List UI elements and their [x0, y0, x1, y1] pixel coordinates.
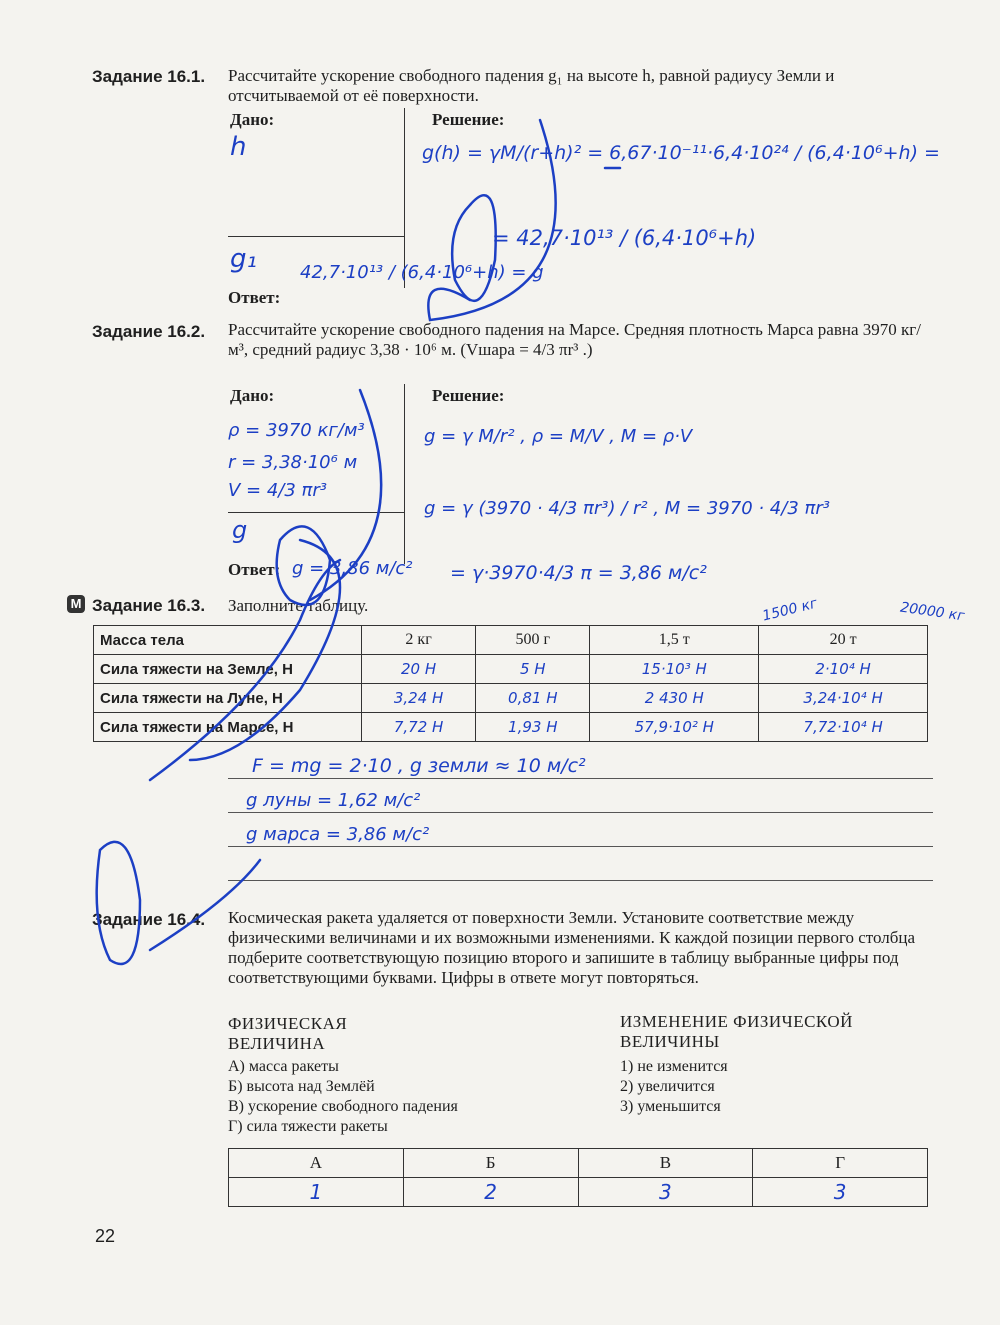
- write-line: [228, 778, 933, 779]
- row-label-mars: Сила тяжести на Марсе, Н: [94, 713, 362, 742]
- table-row: [94, 684, 928, 713]
- task-16-3-hw-note-2: 20000 кг: [899, 599, 966, 625]
- page-number: 22: [95, 1226, 116, 1246]
- answer-cell-a: 1: [309, 1180, 323, 1204]
- table-header-row: [94, 626, 928, 655]
- task-16-1-hw-answer: 42,7·10¹³ / (6,4·10⁶+h) = g: [300, 262, 544, 283]
- task-16-3-label: Задание 16.3.: [92, 596, 206, 615]
- answer-header-b: Б: [403, 1149, 578, 1178]
- task-16-3-hw-note-1: 1500 кг: [760, 595, 819, 625]
- gravity-force-table: [93, 625, 928, 742]
- task-16-3-hw-line-1: F = mg = 2·10 , g земли ≈ 10 м/с²: [252, 755, 586, 777]
- task-16-2-hw-given-3: V = 4/3 πr³: [228, 480, 327, 501]
- task-16-3-hw-line-2: g луны = 1,62 м/с²: [246, 790, 421, 811]
- task-16-2-hw-given-1: ρ = 3970 кг/м³: [228, 420, 365, 441]
- answer-cell-d: 3: [833, 1180, 847, 1204]
- table-header-col-2: 500 г: [476, 626, 590, 655]
- answer-cell-c: 3: [659, 1180, 672, 1204]
- answer-header-d: Г: [753, 1149, 928, 1178]
- task-16-2-hw-answer-2: = γ·3970·4/3 π = 3,86 м/с²: [450, 562, 707, 584]
- cell-answer: 15·10³ Н: [641, 659, 707, 678]
- cell-answer: 3,24 Н: [393, 688, 444, 707]
- task-16-2-answer-label: Ответ:: [228, 560, 281, 579]
- answer-header-c: В: [578, 1149, 753, 1178]
- task-16-4-text: Космическая ракета удаляется от поверхности Земли. Установите соответствие между физическими величинами и их возможными изменениями. К каждой позиции первого столбца подберите соответствующую позицию второго и запишите в таблицу выбранные цифры под соответствующими буквами. Цифры в ответе могут повторяться.: [228, 908, 916, 987]
- table-row: [94, 655, 928, 684]
- answer-cell-b: 2: [484, 1180, 497, 1204]
- task-16-2-hw-answer: g = 3,86 м/с²: [292, 558, 413, 579]
- task-16-1-hw-solution-2: = 42,7·10¹³ / (6,4·10⁶+h): [492, 226, 757, 250]
- write-line: [228, 846, 933, 847]
- task-16-2-label: Задание 16.2.: [92, 322, 206, 341]
- cell-answer: 2·10⁴ Н: [815, 659, 871, 678]
- task-16-2-solution-label: Решение:: [432, 386, 505, 405]
- change-item-2: 2) увеличится: [620, 1078, 715, 1095]
- cell-answer: 7,72 Н: [393, 717, 444, 736]
- cell-answer: 20 Н: [401, 659, 437, 678]
- quantity-item-b: Б) высота над Землёй: [228, 1078, 375, 1095]
- table-row: [94, 713, 928, 742]
- physical-quantity-header: ФИЗИЧЕСКАЯ ВЕЛИЧИНА: [228, 1014, 348, 1053]
- cell-answer: 5 Н: [519, 659, 546, 678]
- task-16-2-given-label: Дано:: [230, 386, 275, 405]
- cell-answer: 7,72·10⁴ Н: [803, 717, 883, 736]
- table-header-col-4: 20 т: [759, 626, 928, 655]
- quantity-change-header: ИЗМЕНЕНИЕ ФИЗИЧЕСКОЙ ВЕЛИЧИНЫ: [620, 1012, 853, 1051]
- task-16-2-hw-solution-1: g = γ M/r² , ρ = M/V , M = ρ·V: [424, 426, 693, 447]
- task-16-1-hw-solution-1: g(h) = γM/(r+h)² = 6,67·10⁻¹¹·6,4·10²⁴ / (6,4·10⁶+h) =: [422, 142, 940, 164]
- cell-answer: 3,24·10⁴ Н: [803, 688, 883, 707]
- task-16-2-text: Рассчитайте ускорение свободного падения на Марсе. Средняя плотность Марса равна 3970 кг/м³, средний радиус 3,38 · 10⁶ м. (Vшара = 4/3 πr³ .): [228, 320, 921, 359]
- answer-header-a: А: [229, 1149, 404, 1178]
- task-16-3-text: Заполните таблицу.: [228, 596, 369, 615]
- ink-loop-1: [452, 195, 496, 301]
- task-16-1-answer-label: Ответ:: [228, 288, 281, 307]
- task-16-1-text: Рассчитайте ускорение свободного падения g₁ на высоте h, равной радиусу Земли и отсчитываемой от её поверхности.: [228, 66, 835, 105]
- answer-table: [228, 1148, 928, 1207]
- task-16-1-hw-find: g₁: [230, 244, 257, 274]
- table-header-col-3: 1,5 т: [590, 626, 759, 655]
- quantity-item-a: А) масса ракеты: [228, 1058, 339, 1075]
- task-16-1-given-label: Дано:: [230, 110, 275, 129]
- task-16-1-given-underline: [228, 236, 404, 237]
- task-16-2-divider: [404, 384, 405, 564]
- table-header-mass: Масса тела: [94, 626, 362, 655]
- write-line: [228, 880, 933, 881]
- task-16-2-hw-given-2: r = 3,38·10⁶ м: [228, 452, 358, 473]
- quantity-item-d: Г) сила тяжести ракеты: [228, 1118, 388, 1135]
- task-16-1-solution-label: Решение:: [432, 110, 505, 129]
- change-item-3: 3) уменьшится: [620, 1098, 721, 1115]
- task-16-1-divider: [404, 108, 405, 288]
- answer-table-header-row: [229, 1149, 928, 1178]
- task-16-2-hw-solution-2: g = γ (3970 · 4/3 πr³) / r² , M = 3970 · 4/3 πr³: [424, 498, 830, 519]
- quantity-item-c: В) ускорение свободного падения: [228, 1098, 458, 1115]
- answer-table-row: [229, 1178, 928, 1207]
- task-16-1-hw-given: h: [230, 132, 247, 162]
- change-item-1: 1) не изменится: [620, 1058, 728, 1075]
- row-label-moon: Сила тяжести на Луне, Н: [94, 684, 362, 713]
- ink-loop-4: [97, 842, 140, 964]
- row-label-earth: Сила тяжести на Земле, Н: [94, 655, 362, 684]
- table-header-col-1: 2 кг: [362, 626, 476, 655]
- task-16-2-given-underline: [228, 512, 404, 513]
- write-line: [228, 812, 933, 813]
- cell-answer: 1,93 Н: [508, 717, 558, 736]
- task-16-4-label: Задание 16.4.: [92, 910, 206, 929]
- cell-answer: 57,9·10² Н: [634, 717, 714, 736]
- task-16-1-label: Задание 16.1.: [92, 67, 206, 86]
- cell-answer: 2 430 Н: [644, 688, 704, 707]
- task-16-2-hw-find: g: [232, 516, 248, 544]
- methodical-badge: М: [67, 595, 85, 613]
- cell-answer: 0,81 Н: [508, 688, 558, 707]
- task-16-3-hw-line-3: g марса = 3,86 м/с²: [246, 824, 430, 845]
